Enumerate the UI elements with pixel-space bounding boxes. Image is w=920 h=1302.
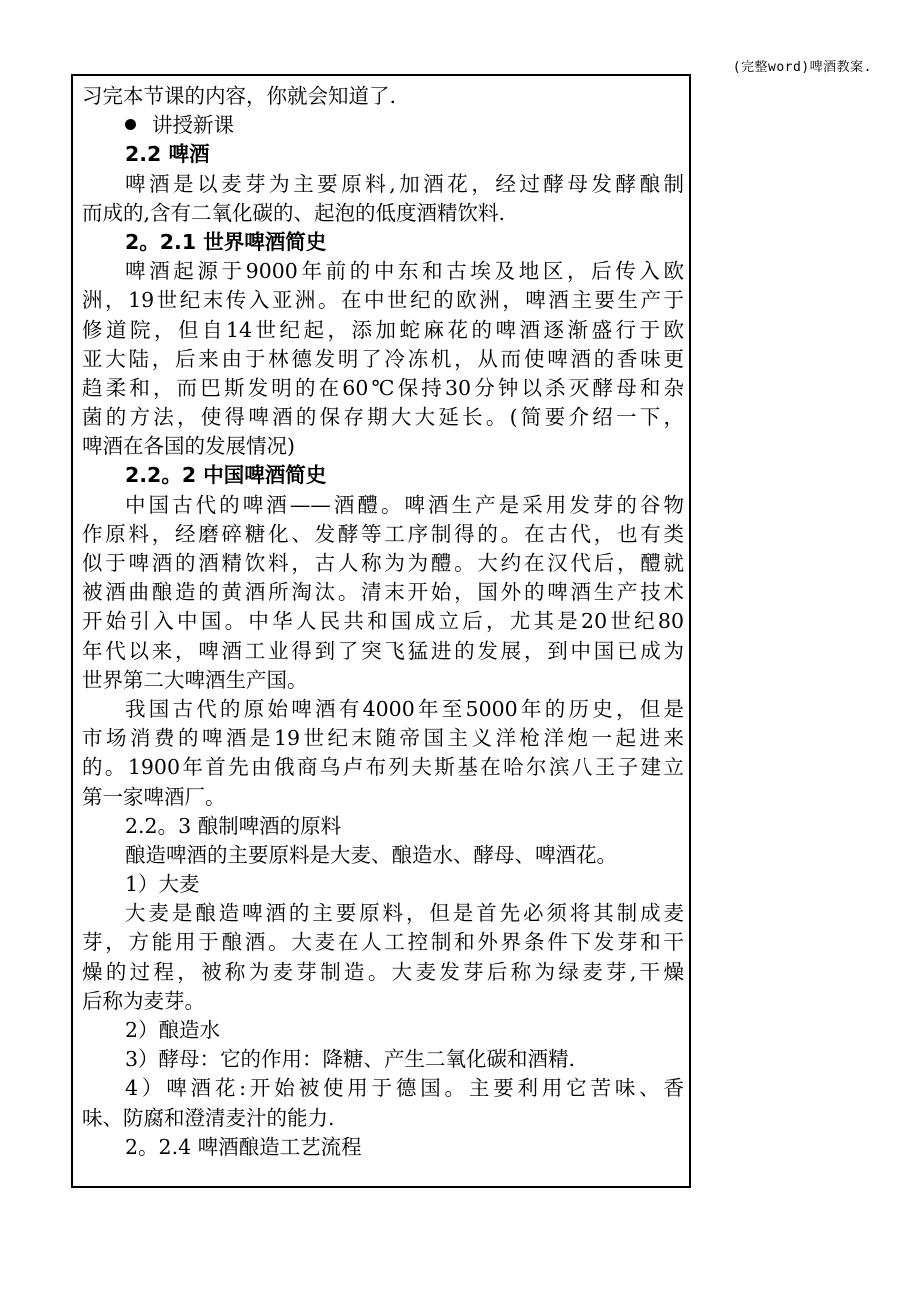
text-line-content: 味、防腐和澄清麦汁的能力. [82, 1105, 335, 1130]
text-line-content: 2.2 啤酒 [125, 142, 210, 167]
text-line-content: 修道院，但自14世纪起，添加蛇麻花的啤酒逐渐盛行于欧 [82, 317, 684, 342]
text-line-content: 亚大陆，后来由于林德发明了冷冻机，从而使啤酒的香味更 [82, 346, 684, 371]
text-line [82, 695, 684, 724]
section-heading [82, 461, 684, 490]
text-line-content: 2。2.4 啤酒酿造工艺流程 [125, 1134, 362, 1159]
text-line-content: 啤酒在各国的发展情况) [82, 434, 295, 459]
text-line-content: 燥的过程，被称为麦芽制造。大麦发芽后称为绿麦芽,干燥 [82, 959, 684, 984]
text-line-content: 芽，方能用于酿酒。大麦在人工控制和外界条件下发芽和干 [82, 930, 684, 955]
text-line [82, 1074, 684, 1103]
text-line [82, 841, 684, 870]
text-line [82, 1045, 684, 1074]
text-line [82, 345, 684, 374]
text-line-content: 2）酿造水 [125, 1018, 221, 1042]
lesson-text [82, 82, 684, 1162]
text-line-content: 2.2。2 中国啤酒简史 [125, 463, 327, 488]
bullet-item [82, 111, 684, 140]
text-line-content: 第一家啤酒厂。 [82, 784, 226, 809]
text-line-content: 趋柔和，而巴斯发明的在60℃保持30分钟以杀灭酵母和杂 [82, 375, 684, 400]
text-line-content: 市场消费的啤酒是19世纪末随帝国主义洋枪洋炮一起进来 [82, 726, 684, 751]
text-line [82, 812, 684, 841]
text-line [82, 578, 684, 607]
text-line-content: 年代以来，啤酒工业得到了突飞猛进的发展，到中国已成为 [82, 638, 684, 663]
page-header: (完整word)啤酒教案. [732, 60, 872, 75]
section-heading [82, 228, 684, 257]
text-line-content: 的。1900年首先由俄商乌卢布列夫斯基在哈尔滨八王子建立 [82, 755, 684, 780]
text-line [82, 286, 684, 315]
text-line [82, 753, 684, 782]
text-line-content: 似于啤酒的酒精饮料，古人称为为醴。大约在汉代后，醴就 [82, 551, 684, 575]
text-line [82, 783, 684, 812]
text-line [82, 637, 684, 666]
text-line [82, 987, 684, 1016]
text-line-content: 大麦是酿造啤酒的主要原料，但是首先必须将其制成麦 [125, 901, 684, 926]
text-line-content: 中国古代的啤酒——酒醴。啤酒生产是采用发芽的谷物 [125, 492, 684, 517]
text-line [82, 403, 684, 432]
section-heading [82, 140, 684, 169]
text-line [82, 82, 684, 111]
text-line-content: 啤酒是以麦芽为主要原料,加酒花，经过酵母发酵酿制 [125, 171, 684, 196]
text-line [82, 199, 684, 228]
lesson-content-box [71, 74, 691, 1188]
text-line [82, 316, 684, 345]
text-line [82, 491, 684, 520]
text-line [82, 870, 684, 899]
text-line-content: 酿造啤酒的主要原料是大麦、酿造水、酵母、啤酒花。 [125, 842, 617, 867]
text-line [82, 374, 684, 403]
text-line-content: 被酒曲酿造的黄酒所淘汰。清末开始，国外的啤酒生产技术 [82, 580, 684, 605]
text-line [82, 520, 684, 549]
text-line [82, 724, 684, 753]
text-line [82, 549, 684, 578]
text-line-content: 洲，19世纪末传入亚洲。在中世纪的欧洲，啤酒主要生产于 [82, 288, 684, 313]
text-line-content: 3）酵母：它的作用：降糖、产生二氧化碳和酒精. [125, 1047, 576, 1072]
text-line-content: 2.2。3 酿制啤酒的原料 [125, 813, 342, 838]
text-line [82, 899, 684, 928]
text-line-content: 啤酒起源于9000年前的中东和古埃及地区，后传入欧 [125, 259, 684, 284]
text-line [82, 170, 684, 199]
text-line-content: 世界第二大啤酒生产国。 [82, 667, 308, 692]
text-line [82, 257, 684, 286]
text-line [82, 607, 684, 636]
text-line-content: 习完本节课的内容，你就会知道了. [82, 84, 397, 108]
text-line [82, 432, 684, 461]
text-line [82, 666, 684, 695]
text-line [82, 958, 684, 987]
text-line-content: 1）大麦 [125, 872, 200, 897]
text-line-content: 4）啤酒花:开始被使用于德国。主要利用它苦味、香 [125, 1076, 684, 1101]
text-line-content: 菌的方法，使得啤酒的保存期大大延长。(简要介绍一下， [82, 405, 684, 430]
text-line [82, 1016, 684, 1045]
text-line-content: 2。2.1 世界啤酒简史 [125, 229, 327, 254]
text-line-content: 我国古代的原始啤酒有4000年至5000年的历史，但是 [125, 696, 684, 721]
bullet-icon [125, 119, 136, 130]
text-line-content: 开始引入中国。中华人民共和国成立后，尤其是20世纪80 [82, 609, 684, 634]
text-line [82, 1104, 684, 1133]
text-line-content: 后称为麦芽。 [82, 988, 205, 1013]
text-line [82, 928, 684, 957]
text-line [82, 1133, 684, 1162]
text-line-content: 讲授新课 [152, 113, 234, 138]
text-line-content: 而成的,含有二氧化碳的、起泡的低度酒精饮料. [82, 200, 506, 225]
text-line-content: 作原料，经磨碎糖化、发酵等工序制得的。在古代，也有类 [82, 521, 684, 546]
